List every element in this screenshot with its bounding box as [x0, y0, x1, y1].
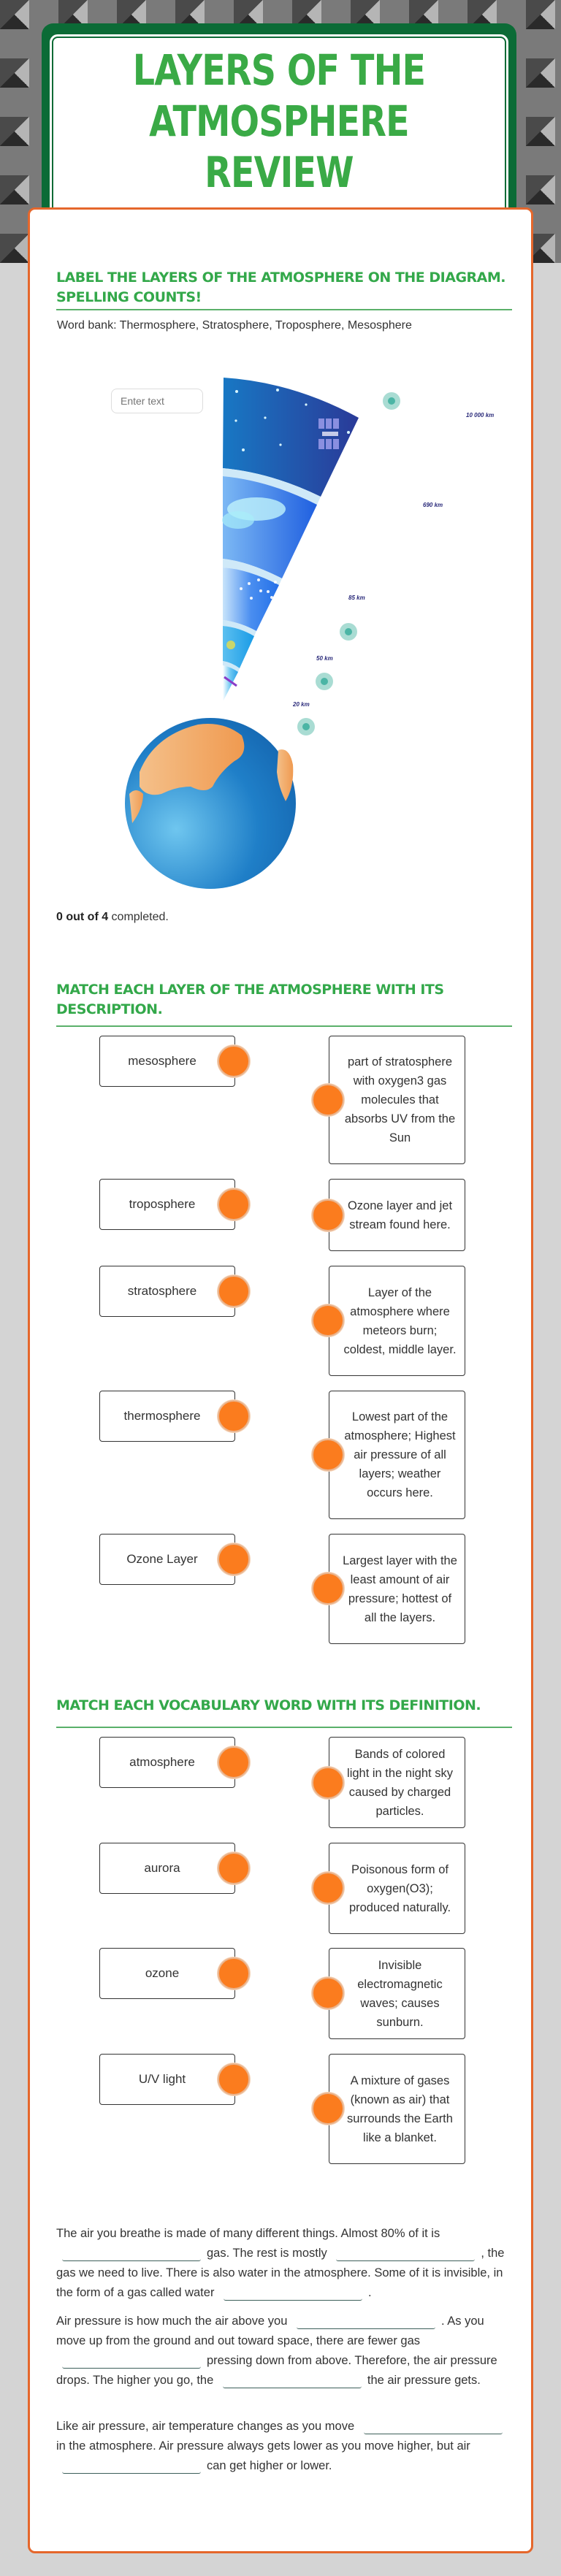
- match-term[interactable]: thermosphere: [99, 1391, 235, 1442]
- altitude-label: 690 km: [423, 502, 443, 508]
- match-description[interactable]: Layer of the atmosphere where meteors burn; coldest, middle layer.: [329, 1266, 465, 1376]
- match-description[interactable]: Poisonous form of oxygen(O3); produced naturally.: [329, 1843, 465, 1934]
- label-hotspot[interactable]: [297, 718, 315, 735]
- match-connector-dot[interactable]: [312, 1084, 344, 1116]
- match-description[interactable]: Bands of colored light in the night sky caused by charged particles.: [329, 1737, 465, 1828]
- section-title-match-vocab: MATCH EACH VOCABULARY WORD WITH ITS DEFINITION.: [56, 1697, 481, 1713]
- match-term[interactable]: ozone: [99, 1948, 235, 1999]
- match-description[interactable]: Lowest part of the atmosphere; Highest air pressure of all layers; weather occurs here.: [329, 1391, 465, 1519]
- altitude-label: 20 km: [293, 701, 310, 708]
- fill-blank-input[interactable]: [224, 2286, 362, 2301]
- fill-blank-paragraph-1: [56, 2224, 512, 2303]
- altitude-label: 85 km: [348, 595, 365, 601]
- paragraph-text: can get higher or lower.: [207, 2459, 332, 2472]
- match-term[interactable]: aurora: [99, 1843, 235, 1894]
- paragraph-text: Air pressure is how much the air above you: [56, 2315, 288, 2328]
- match-connector-dot[interactable]: [312, 1977, 344, 2009]
- fill-blank-input[interactable]: [223, 2374, 362, 2388]
- match-connector-dot[interactable]: [218, 1957, 250, 1990]
- paragraph-text: pressing down from above. Therefore, the air pressure drops. The higher you go, the: [56, 2354, 497, 2387]
- section-title-match-layers: MATCH EACH LAYER OF THE ATMOSPHERE WITH ITS DESCRIPTION.: [56, 982, 444, 1017]
- fill-blank-input[interactable]: [297, 2315, 435, 2329]
- fill-blank-input[interactable]: [62, 2459, 201, 2474]
- title-inner: [52, 37, 506, 235]
- atmosphere-layers-illustration: [30, 210, 535, 911]
- match-term[interactable]: stratosphere: [99, 1266, 235, 1317]
- paragraph-text: .: [368, 2286, 372, 2299]
- progress-suffix: completed.: [108, 911, 169, 923]
- match-description[interactable]: part of stratosphere with oxygen3 gas molecules that absorbs UV from the Sun: [329, 1036, 465, 1164]
- word-bank: Word bank: Thermosphere, Stratosphere, Troposphere, Mesosphere: [57, 319, 412, 332]
- fill-blank-paragraph-2: [56, 2312, 512, 2390]
- paragraph-text: The air you breathe is made of many different things. Almost 80% of it is: [56, 2227, 440, 2240]
- fill-blank-input[interactable]: [62, 2247, 201, 2261]
- paragraph-text: in the atmosphere. Air pressure always gets lower as you move higher, but air: [56, 2439, 470, 2453]
- match-connector-dot[interactable]: [218, 2063, 250, 2095]
- fill-blank-input[interactable]: [62, 2354, 201, 2369]
- match-connector-dot[interactable]: [312, 2092, 344, 2125]
- title-card: [42, 23, 516, 235]
- label-hotspot[interactable]: [316, 673, 333, 690]
- section-divider: [56, 1025, 512, 1027]
- section-title-label-layers: LABEL THE LAYERS OF THE ATMOSPHERE ON THE DIAGRAM. SPELLING COUNTS!: [56, 270, 505, 305]
- match-connector-dot[interactable]: [218, 1275, 250, 1307]
- paragraph-text: gas. The rest is mostly: [207, 2247, 327, 2260]
- paragraph-text: the gas we need to live. There is also water in the atmosphere. Some of it is invisible, in the form of a gas called water: [56, 2247, 505, 2299]
- match-description[interactable]: Largest layer with the least amount of air pressure; hottest of all the layers.: [329, 1534, 465, 1644]
- paragraph-text: Like air pressure, air temperature changes as you move: [56, 2420, 355, 2433]
- main-card: [28, 207, 533, 2553]
- match-connector-dot[interactable]: [218, 1746, 250, 1778]
- paragraph-text: ,: [481, 2247, 484, 2260]
- match-connector-dot[interactable]: [218, 1852, 250, 1884]
- match-connector-dot[interactable]: [312, 1199, 344, 1231]
- match-term[interactable]: troposphere: [99, 1179, 235, 1230]
- layer-label-input[interactable]: [111, 389, 203, 413]
- match-description[interactable]: A mixture of gases (known as air) that surrounds the Earth like a blanket.: [329, 2054, 465, 2164]
- progress-count: 0 out of 4: [56, 911, 109, 923]
- fill-blank-input[interactable]: [364, 2420, 503, 2434]
- section-divider: [56, 1727, 512, 1728]
- match-connector-dot[interactable]: [312, 1767, 344, 1799]
- label-hotspot[interactable]: [340, 623, 357, 641]
- match-connector-dot[interactable]: [312, 1872, 344, 1904]
- atmosphere-diagram: [30, 210, 535, 911]
- page-title: LAYERS OF THE ATMOSPHERE REVIEW: [132, 45, 426, 197]
- match-connector-dot[interactable]: [312, 1304, 344, 1337]
- fill-blank-paragraph-3: [56, 2417, 512, 2476]
- match-connector-dot[interactable]: [218, 1400, 250, 1432]
- fill-blank-input[interactable]: [336, 2247, 475, 2261]
- altitude-label: 10 000 km: [466, 412, 495, 418]
- paragraph-text: . As you move up from the ground and out toward space, there are fewer gas: [56, 2315, 484, 2347]
- match-connector-dot[interactable]: [218, 1188, 250, 1220]
- match-connector-dot[interactable]: [312, 1439, 344, 1471]
- label-hotspot[interactable]: [383, 392, 400, 410]
- match-connector-dot[interactable]: [312, 1572, 344, 1605]
- progress-status: [56, 911, 169, 924]
- match-term[interactable]: atmosphere: [99, 1737, 235, 1788]
- match-connector-dot[interactable]: [218, 1045, 250, 1077]
- match-description[interactable]: Invisible electromagnetic waves; causes sunburn.: [329, 1948, 465, 2039]
- match-term[interactable]: U/V light: [99, 2054, 235, 2105]
- altitude-label: 50 km: [316, 655, 333, 662]
- match-term[interactable]: mesosphere: [99, 1036, 235, 1087]
- match-connector-dot[interactable]: [218, 1543, 250, 1575]
- match-term[interactable]: Ozone Layer: [99, 1534, 235, 1585]
- paragraph-text: the air pressure gets.: [367, 2374, 481, 2387]
- match-description[interactable]: Ozone layer and jet stream found here.: [329, 1179, 465, 1251]
